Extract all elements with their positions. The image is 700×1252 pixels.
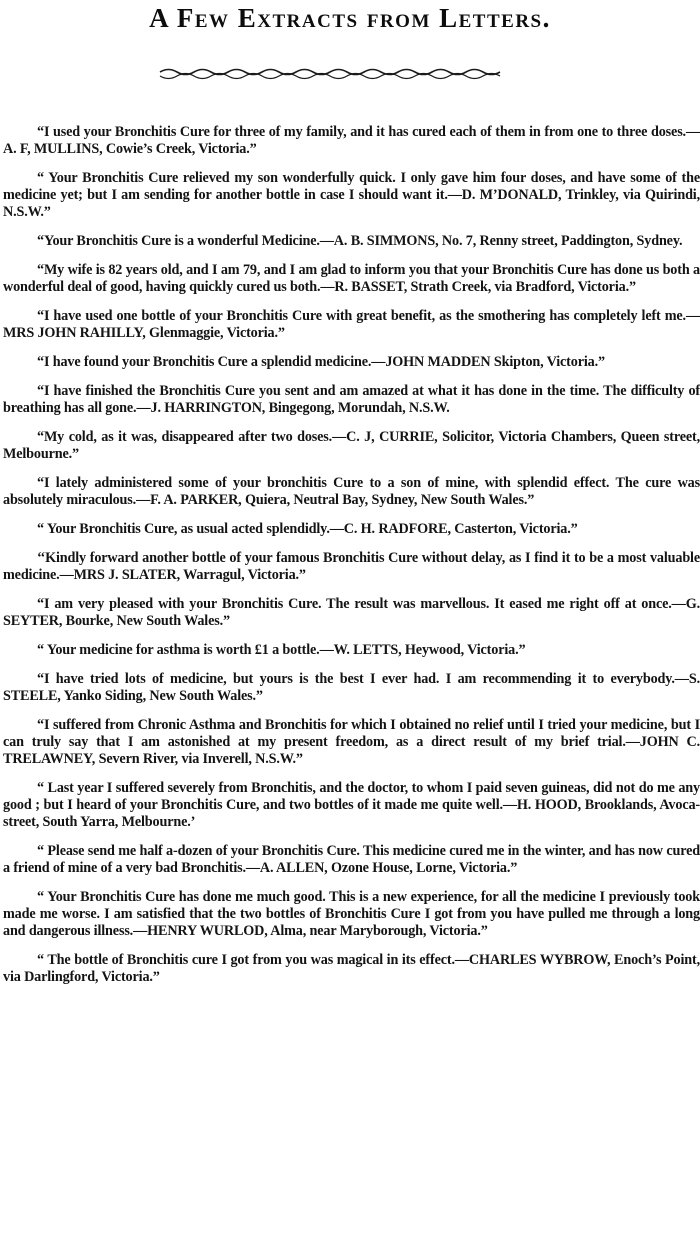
page-title: A Few Extracts from Letters. <box>149 3 551 33</box>
letter-extract: “ Last year I suffered severely from Bronchitis, and the doctor, to whom I paid seven guineas, did not do me any good ; but I heard of your Bronchitis Cure, and two bottles of it made me quite well.—H. HOOD, Brooklands, Avoca-street, South Yarra, Melbourne.’ <box>3 780 700 830</box>
letter-extract: “ Your medicine for asthma is worth £1 a bottle.—W. LETTS, Heywood, Victoria.” <box>37 642 526 658</box>
letter-extract: “I have tried lots of medicine, but yours is the best I ever had. I am recommending it to everybody.—S. STEELE, Yanko Siding, New South Wales.” <box>3 671 700 704</box>
letter-extract: “I suffered from Chronic Asthma and Bronchitis for which I obtained no relief until I tried your medicine, but I can truly say that I am astonished at my present freedom, as a direct result of my brief trial.—JOHN C. TRELAWNEY, Severn River, via Inverell, N.S.W.” <box>3 717 700 767</box>
letter-extract: ‘‘Kindly forward another bottle of your famous Bronchitis Cure without delay, as I find it to be a most valuable medicine.—MRS J. SLATER, Warragul, Victoria.” <box>3 550 700 583</box>
ornamental-wave-divider <box>158 66 503 82</box>
letter-extract: “My wife is 82 years old, and I am 79, and I am glad to inform you that your Bronchitis Cure has done us both a wonderful deal of good, having quickly cured us both.—R. BASSET, Strath Creek, via Bradford, Victoria.” <box>3 262 700 295</box>
letter-extract: “ Your Bronchitis Cure relieved my son wonderfully quick. I only gave him four doses, and have some of the medicine yet; but I am sending for another bottle in case I should want it.—D. M’DONALD, Trinkley, via Quirindi, N.S.W.” <box>3 170 700 220</box>
letter-extract: “I lately administered some of your bronchitis Cure to a son of mine, with splendid effect. The cure was absolutely miraculous.—F. A. PARKER, Quiera, Neutral Bay, Sydney, New South Wales.” <box>3 475 700 508</box>
letter-extract: “My cold, as it was, disappeared after two doses.—C. J, CURRIE, Solicitor, Victoria Chambers, Queen street, Melbourne.” <box>3 429 700 462</box>
letter-extract: “Your Bronchitis Cure is a wonderful Medicine.—A. B. SIMMONS, No. 7, Renny street, Paddington, Sydney. <box>37 233 683 249</box>
letter-extract: “I have finished the Bronchitis Cure you sent and am amazed at what it has done in the time. The difficulty of breathing has all gone.—J. HARRINGTON, Bingegong, Morundah, N.S.W. <box>3 383 700 416</box>
letter-extract: “I have used one bottle of your Bronchitis Cure with great benefit, as the smothering has completely left me.—MRS JOHN RAHILLY, Glenmaggie, Victoria.” <box>3 308 700 341</box>
letter-extract: “I used your Bronchitis Cure for three of my family, and it has cured each of them in from one to three doses.—A. F, MULLINS, Cowie’s Creek, Victoria.” <box>3 124 700 157</box>
letters-list <box>3 124 700 998</box>
letter-extract: “ Your Bronchitis Cure has done me much good. This is a new experience, for all the medicine I previously took made me worse. I am satisfied that the two bottles of Bronchitis Cure I got from you have pulled me through a long and dangerous illness.—HENRY WURLOD, Alma, near Maryborough, Victoria.” <box>3 889 700 939</box>
letter-extract: “I am very pleased with your Bronchitis Cure. The result was marvellous. It eased me right off at once.—G. SEYTER, Bourke, New South Wales.” <box>3 596 700 629</box>
letter-extract: “ Your Bronchitis Cure, as usual acted splendidly.—C. H. RADFORE, Casterton, Victoria.” <box>37 521 578 537</box>
letter-extract: “I have found your Bronchitis Cure a splendid medicine.—JOHN MADDEN Skipton, Victoria.” <box>37 354 605 370</box>
letter-extract: “ The bottle of Bronchitis cure I got from you was magical in its effect.—CHARLES WYBROW, Enoch’s Point, via Darlingford, Victoria.” <box>3 952 700 985</box>
letter-extract: “ Please send me half a-dozen of your Bronchitis Cure. This medicine cured me in the winter, and has now cured a friend of mine of a very bad Bronchitis.—A. ALLEN, Ozone House, Lorne, Victoria.” <box>3 843 700 876</box>
